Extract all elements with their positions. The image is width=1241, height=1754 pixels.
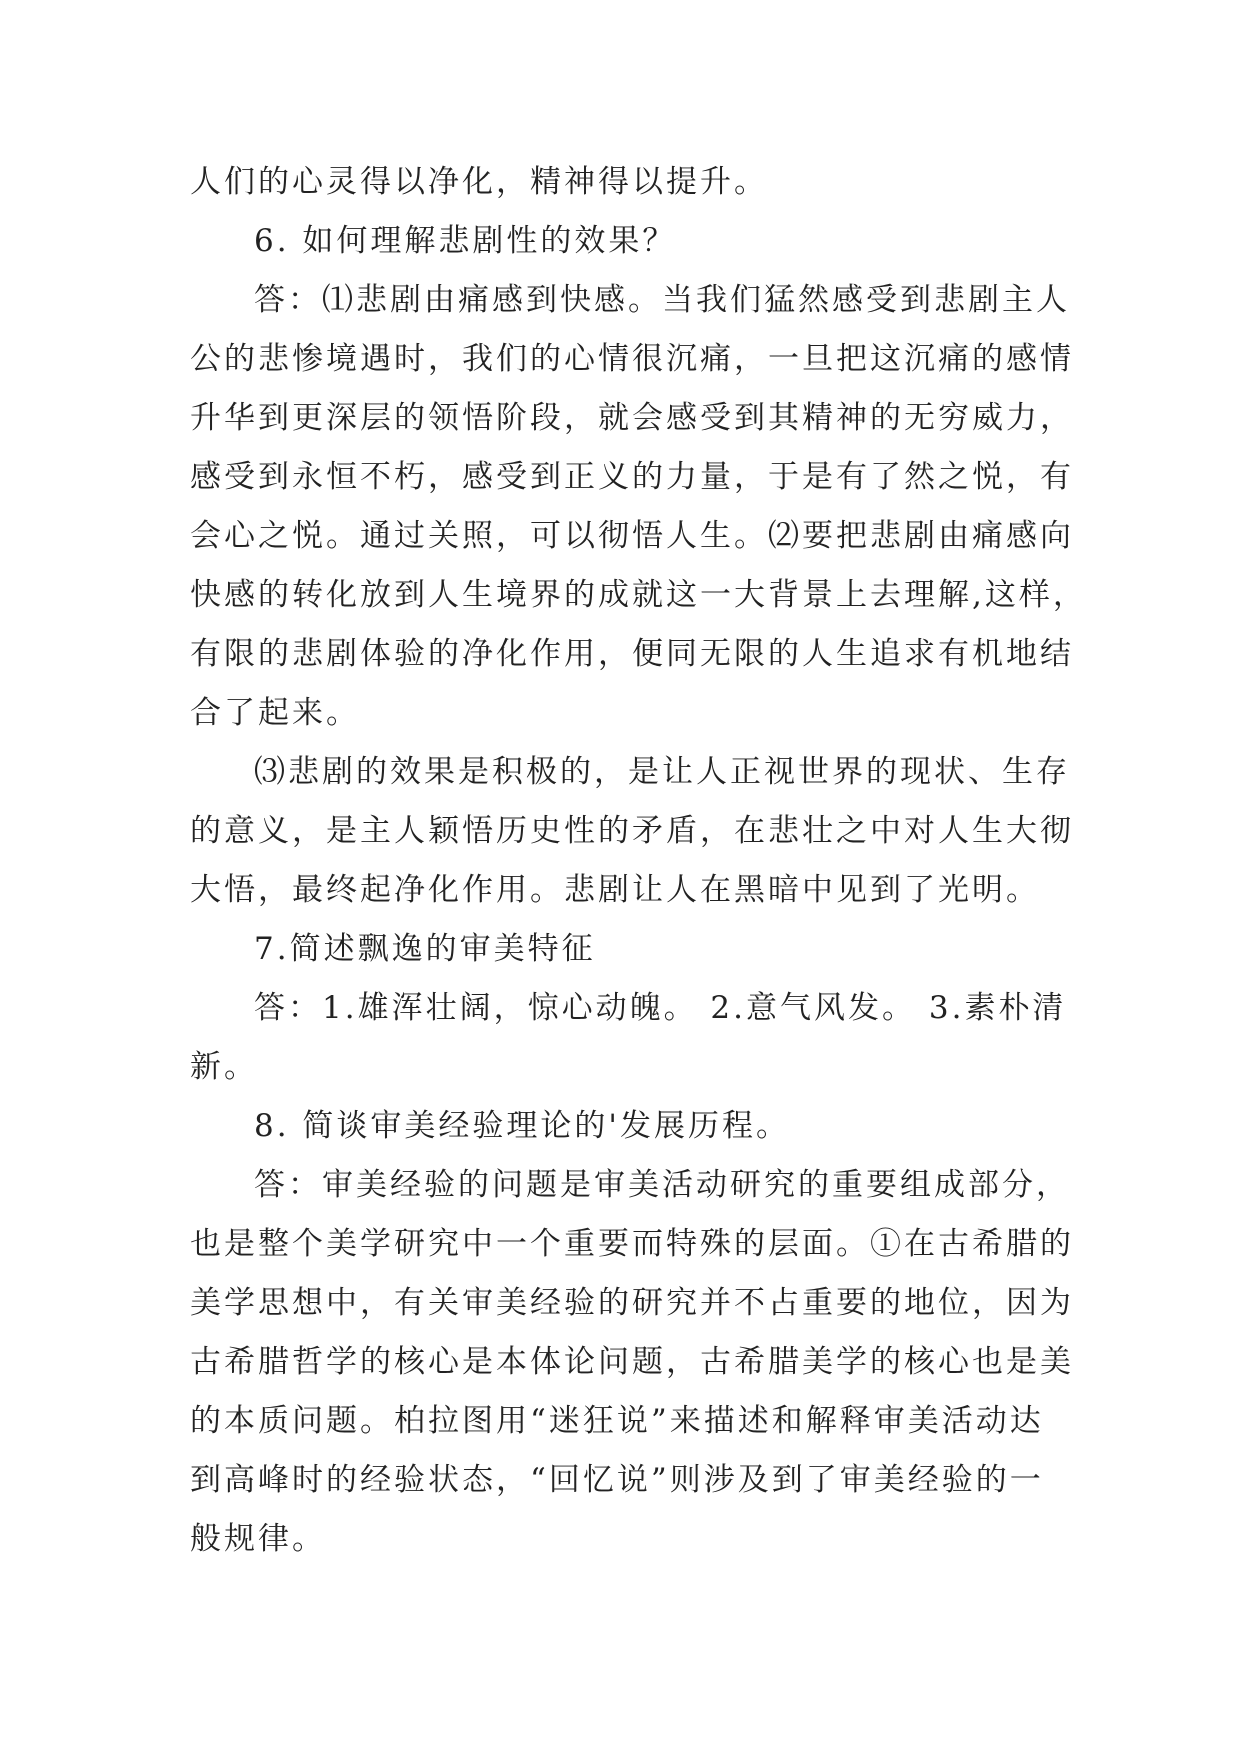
text-line: ⑶悲剧的效果是积极的，是让人正视世界的现状、生存 — [254, 754, 1070, 790]
text-line: 合了起来。 — [190, 695, 360, 731]
text-line: 新。 — [190, 1049, 258, 1085]
text-line: 会心之悦。通过关照，可以彻悟人生。⑵要把悲剧由痛感向 — [190, 518, 1074, 554]
answer-line: 答：⑴悲剧由痛感到快感。当我们猛然感受到悲剧主人 — [254, 282, 1070, 318]
question-heading: 6. 如何理解悲剧性的效果？ — [254, 223, 677, 259]
text-line: 古希腊哲学的核心是本体论问题，古希腊美学的核心也是美 — [190, 1344, 1074, 1380]
answer-line: 答：审美经验的问题是审美活动研究的重要组成部分， — [254, 1167, 1070, 1203]
text-line: 快感的转化放到人生境界的成就这一大背景上去理解,这样， — [190, 577, 1087, 613]
text-line: 的意义，是主人颖悟历史性的矛盾，在悲壮之中对人生大彻 — [190, 813, 1074, 849]
text-line: 公的悲惨境遇时，我们的心情很沉痛，一旦把这沉痛的感情 — [190, 341, 1074, 377]
text-line: 到高峰时的经验状态，“回忆说”则涉及到了审美经验的一 — [190, 1462, 1044, 1498]
text-line: 也是整个美学研究中一个重要而特殊的层面。①在古希腊的 — [190, 1226, 1074, 1262]
question-heading: 8. 简谈审美经验理论的'发展历程。 — [254, 1108, 790, 1144]
text-line: 美学思想中，有关审美经验的研究并不占重要的地位，因为 — [190, 1285, 1074, 1321]
text-line: 般规律。 — [190, 1521, 326, 1557]
answer-line: 答：1.雄浑壮阔，惊心动魄。 2.意气风发。 3.素朴清 — [254, 990, 1067, 1026]
question-heading: 7.简述飘逸的审美特征 — [254, 931, 596, 967]
text-line: 大悟，最终起净化作用。悲剧让人在黑暗中见到了光明。 — [190, 872, 1040, 908]
text-line: 感受到永恒不朽，感受到正义的力量，于是有了然之悦，有 — [190, 459, 1074, 495]
text-line: 人们的心灵得以净化，精神得以提升。 — [190, 164, 768, 200]
text-line: 的本质问题。柏拉图用“迷狂说”来描述和解释审美活动达 — [190, 1403, 1044, 1439]
text-line: 升华到更深层的领悟阶段，就会感受到其精神的无穷威力， — [190, 400, 1074, 436]
text-line: 有限的悲剧体验的净化作用，便同无限的人生追求有机地结 — [190, 636, 1074, 672]
